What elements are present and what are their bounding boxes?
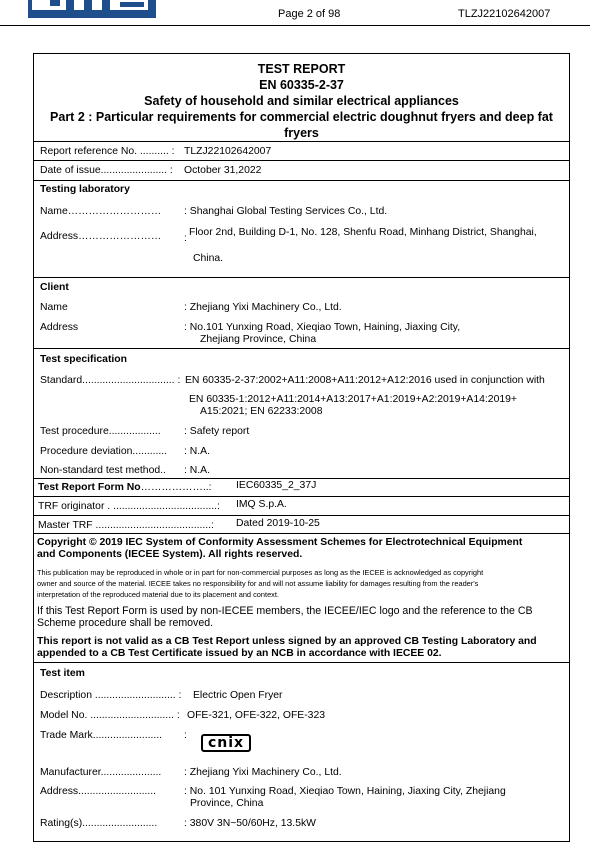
copyright-line1: Copyright © 2019 IEC System of Conformity Assessment Schemes for Electrotechnical Equipment	[37, 537, 523, 548]
gts-logo	[28, 0, 156, 18]
title-safety: Safety of household and similar electrical appliances	[144, 94, 459, 108]
rating-value: : 380V 3N~50/60Hz, 13.5kW	[184, 818, 316, 829]
trf-originator-value: IMQ S.p.A.	[236, 499, 287, 510]
nonstd-value: : N.A.	[184, 465, 210, 476]
client-address-label: Address	[40, 322, 79, 333]
cnix-logo-text: cnix	[207, 735, 245, 751]
divider	[34, 515, 569, 516]
spec-heading: Test specification	[40, 354, 127, 365]
validity-line1: This report is not valid as a CB Test Report unless signed by an approved CB Testing Laboratory and	[37, 636, 537, 647]
item-heading: Test item	[40, 668, 85, 679]
divider	[34, 496, 569, 497]
lab-name-label: Name………………………	[40, 206, 162, 217]
date-label: Date of issue....................... :	[40, 165, 173, 176]
title-part2: Part 2 : Particular requirements for commercial electric doughnut fryers and deep fat	[50, 110, 553, 124]
standard-line2: EN 60335-1:2012+A11:2014+A13:2017+A1:2019+A2:2019+A14:2019+	[189, 394, 517, 405]
report-ref-value: TLZJ22102642007	[184, 146, 272, 157]
model-value: OFE-321, OFE-322, OFE-323	[187, 710, 326, 721]
procedure-value: : Safety report	[184, 426, 250, 437]
header-report-ref: TLZJ22102642007	[458, 8, 551, 20]
standard-line3: A15:2021; EN 62233:2008	[200, 406, 323, 417]
divider	[34, 180, 569, 181]
copyright-small3: interpretation of the reproduced material due to its placement and context.	[37, 590, 279, 599]
header-rule	[0, 25, 590, 26]
manufacturer-value: : Zhejiang Yixi Machinery Co., Ltd.	[184, 767, 342, 778]
item-address-line2: Province, China	[190, 798, 264, 809]
trademark-label: Trade Mark........................	[40, 730, 163, 741]
client-name-value: : Zhejiang Yixi Machinery Co., Ltd.	[184, 302, 342, 313]
client-name-label: Name	[40, 302, 68, 313]
copyright-mid1: If this Test Report Form is used by non-IECEE members, the IECEE/IEC logo and the reference to the CB	[37, 605, 533, 617]
lab-address-colon: :	[184, 233, 187, 244]
date-value: October 31,2022	[184, 165, 262, 176]
copyright-line2: and Components (IECEE System). All rights reserved.	[37, 549, 303, 560]
title-standard: EN 60335-2-37	[259, 78, 344, 92]
trf-form-dots: ………………..:	[140, 482, 212, 493]
trf-form-value: IEC60335_2_37J	[236, 480, 317, 491]
page-number: Page 2 of 98	[278, 8, 341, 20]
lab-address-line2: China.	[193, 253, 224, 264]
client-heading: Client	[40, 282, 69, 293]
master-trf-value: Dated 2019-10-25	[236, 518, 320, 529]
lab-address-line1: Floor 2nd, Building D-1, No. 128, Shenfu Road, Minhang District, Shanghai,	[189, 227, 537, 238]
client-address-line1: : No.101 Yunxing Road, Xieqiao Town, Haining, Jiaxing City,	[184, 322, 461, 333]
standard-line1: EN 60335-2-37:2002+A11:2008+A11:2012+A12:2016 used in conjunction with	[185, 375, 545, 386]
standard-label: Standard................................ :	[40, 375, 181, 386]
cnix-logo	[201, 734, 251, 752]
validity-line2: appended to a CB Test Certificate issued by an NCB in accordance with IECEE 02.	[37, 648, 442, 659]
divider	[34, 662, 569, 663]
divider	[34, 478, 569, 479]
divider	[34, 160, 569, 161]
lab-heading: Testing laboratory	[40, 184, 130, 195]
trf-form-label: Test Report Form No	[38, 482, 141, 493]
copyright-small2: owner and source of the material. IECEE takes no responsibility for and will not assume liability for damages resulting from the reader's	[37, 579, 479, 588]
trf-originator-label: TRF originator . ....................................:	[38, 501, 220, 512]
manufacturer-label: Manufacturer.....................	[40, 767, 162, 778]
lab-name-value: : Shanghai Global Testing Services Co., Ltd.	[184, 206, 388, 217]
item-address-label: Address...........................	[40, 786, 157, 797]
lab-address-label: Address……………………	[40, 231, 162, 242]
report-ref-label: Report reference No. .......... :	[40, 146, 175, 157]
divider	[34, 533, 569, 534]
divider	[34, 277, 569, 278]
title-test-report: TEST REPORT	[257, 62, 346, 76]
divider	[34, 348, 569, 349]
rating-label: Rating(s)..........................	[40, 818, 158, 829]
title-part2-cont: fryers	[284, 126, 319, 140]
item-address-line1: : No. 101 Yunxing Road, Xieqiao Town, Haining, Jiaxing City, Zhejiang	[184, 786, 506, 797]
desc-label: Description ............................ :	[40, 690, 182, 701]
divider	[34, 141, 569, 142]
desc-value: Electric Open Fryer	[193, 690, 283, 701]
model-label: Model No. ............................. :	[40, 710, 180, 721]
procedure-label: Test procedure..................	[40, 426, 161, 437]
trademark-colon: :	[184, 730, 187, 741]
trf-form-row	[38, 482, 212, 493]
nonstd-label: Non-standard test method..	[40, 465, 166, 476]
copyright-small1: This publication may be reproduced in whole or in part for non-commercial purposes as long as the IECEE is acknowledged as copyright	[37, 568, 484, 577]
client-address-line2: Zhejiang Province, China	[200, 334, 317, 345]
copyright-mid2: Scheme procedure shall be removed.	[37, 617, 214, 629]
deviation-value: : N.A.	[184, 446, 210, 457]
master-trf-label: Master TRF ........................................:	[38, 520, 214, 531]
deviation-label: Procedure deviation............	[40, 446, 168, 457]
